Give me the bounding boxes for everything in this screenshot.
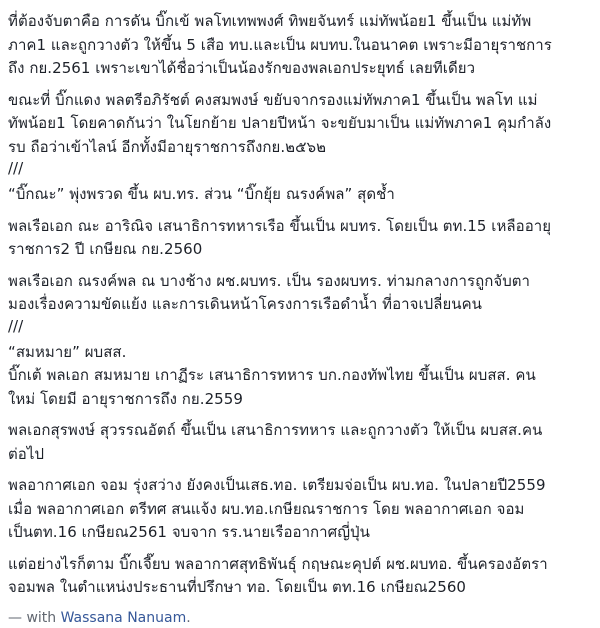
with-suffix: . — [186, 609, 191, 626]
post-paragraph — [8, 474, 592, 545]
paragraph-line: ถึง กย.2561 เพราะเขาได้ชื่อว่าเป็นน้องรักของพลเอกประยุทธ์ เลยทีเดียว — [8, 59, 476, 77]
paragraph-line: ราชการ2 ปี เกษียณ กย.2560 — [8, 240, 203, 258]
tagged-user-link[interactable]: Wassana Nanuam — [60, 609, 187, 626]
paragraph-line: บิ๊กเต้ พลเอก สมหมาย เกาฏีระ เสนาธิการทหาร บก.กองทัพไทย ขึ้นเป็น ผบสส. คน — [8, 366, 536, 384]
post-paragraph — [8, 10, 592, 81]
paragraph-line: พลเอกสุรพงษ์ สุวรรณอัตถ์ ขึ้นเป็น เสนาธิการทหาร และถูกวางตัว ให้เป็น ผบสส.คน — [8, 421, 543, 439]
paragraph-line: มองเรื่องความขัดแย้ง และการเดินหน้าโครงการเรือดำน้ำ ที่อาจเปลี่ยนคน — [8, 295, 482, 313]
paragraph-line: รบ ถือว่าเข้าไลน์ อีกทั้งมีอายุราชการถึงกย.๒๕๖๒ — [8, 137, 327, 156]
paragraph-line: “บิ๊กณะ” พุ่งพรวด ขึ้น ผบ.ทร. ส่วน “บิ๊กยุ้ย ณรงค์พล” สุดช้ำ — [8, 185, 395, 203]
paragraph-line: พลอากาศเอก จอม รุ่งสว่าง ยังคงเป็นเสธ.ทอ. เตรียมจ่อเป็น ผบ.ทอ. ในปลายปี2559 — [8, 476, 546, 494]
post-paragraph — [8, 270, 592, 317]
paragraph-line: แต่อย่างไรก็ตาม บิ๊กเจี๊ยบ พลอากาศสุทธิพันธุ์ กฤษณะคุปต์ ผช.ผบทอ. ขึ้นครองอัตรา — [8, 554, 548, 573]
paragraph-line: ทัพน้อย1 โดยคาดกันว่า ในโยกย้าย ปลายปีหน้า จะขยับมาเป็น แม่ทัพภาค1 คุมกำลัง — [8, 114, 552, 132]
post-body — [0, 10, 600, 627]
paragraph-line: ใหม่ โดยมี อายุราชการถึง กย.2559 — [8, 389, 243, 408]
post-paragraph — [8, 553, 592, 600]
paragraph-line: เป็นตท.16 เกษียณ2561 จบจาก รร.นายเรืออากาศญี่ปุ่น — [8, 523, 370, 541]
paragraph-line: “สมหมาย” ผบสส. — [8, 342, 127, 361]
separator: /// — [8, 316, 24, 335]
with-prefix: — with — [8, 609, 57, 626]
post-paragraph — [8, 341, 592, 412]
post-paragraph — [8, 183, 592, 207]
post-paragraph — [8, 215, 592, 262]
post-paragraph — [8, 89, 592, 160]
paragraph-line: ที่ต้องจับตาคือ การดัน บิ๊กเข้ พลโทเทพพงศ์ ทิพยจันทร์ แม่ทัพน้อย1 ขึ้นเป็น แม่ทัพ — [8, 12, 532, 30]
paragraph-line: จอมพล ในตำแหน่งประธานที่ปรึกษา ทอ. โดยเป็น ตท.16 เกษียณ2560 — [8, 578, 467, 596]
post-text — [8, 10, 592, 600]
post-paragraph — [8, 419, 592, 466]
paragraph-line: พลเรือเอก ณรงค์พล ณ บางช้าง ผช.ผบทร. เป็น รองผบทร. ท่ามกลางการถูกจับตา — [8, 271, 531, 290]
paragraph-line: ภาค1 และถูกวางตัว ให้ขึ้น 5 เสือ ทบ.และเป็น ผบทบ.ในอนาคต เพราะมีอายุราชการ — [8, 35, 552, 54]
tagged-with — [8, 608, 592, 628]
paragraph-line: ขณะที่ บิ๊กแดง พลตรีอภิรัชต์ คงสมพงษ์ ขยับจากรองแม่ทัพภาค1 ขึ้นเป็น พลโท แม่ — [8, 90, 538, 109]
paragraph-line: เมื่อ พลอากาศเอก ตรีทศ สนแจ้ง ผบ.ทอ.เกษียณราชการ โดย พลอากาศเอก จอม — [8, 499, 525, 518]
paragraph-line: ต่อไป — [8, 444, 45, 463]
paragraph-line: พลเรือเอก ณะ อาริณิจ เสนาธิการทหารเรือ ขึ้นเป็น ผบทร. โดยเป็น ตท.15 เหลืออายุ — [8, 216, 552, 235]
separator: /// — [8, 159, 24, 177]
